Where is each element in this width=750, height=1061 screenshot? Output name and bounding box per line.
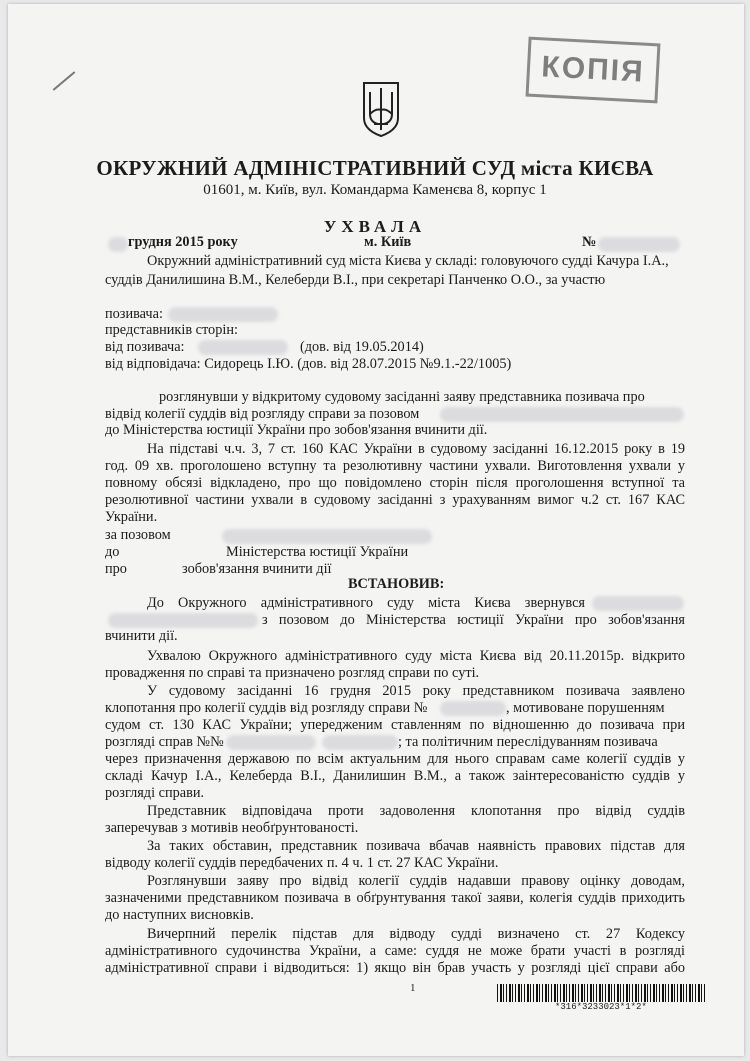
- text-line: Розглянувши заяву про відвід колегії суддів надавши правову оцінку доводам,: [147, 873, 685, 889]
- redaction: [168, 307, 278, 322]
- text-line: до Міністерства юстиції України про зобов'язання вчинити дії.: [105, 422, 488, 438]
- redaction: [198, 340, 288, 355]
- text-line: год. 09 хв. проголошено вступну та резолютивну частини ухвали. Виготовлення ухвали у: [105, 458, 685, 474]
- text-line: заперечував з мотивів необґрунтованості.: [105, 820, 359, 836]
- document-title: УХВАЛА: [323, 217, 427, 236]
- text-line: У судовому засіданні 16 грудня 2015 року представником позивача заявлено: [147, 683, 685, 699]
- text-line: Міністерства юстиції України: [226, 544, 409, 560]
- redaction: [108, 613, 258, 628]
- text-line: , мотивоване порушенням: [506, 700, 665, 716]
- text-line: з позовом до Міністерства юстиції України про зобов'язання: [262, 612, 685, 628]
- text-line: Ухвалою Окружного адміністративного суду міста Києва від 20.11.2015р. відкрито: [147, 648, 685, 664]
- redaction: [226, 735, 316, 750]
- barcode: [497, 984, 707, 1002]
- text-line: резолютивної частини ухвали в судовому засіданні з урахуванням вимог ч.2 ст. 167 КАС: [105, 492, 685, 508]
- section-heading: ВСТАНОВИВ:: [348, 576, 445, 592]
- text-line: вчинити дії.: [105, 628, 178, 644]
- trident-emblem-icon: [362, 80, 400, 138]
- redaction: [222, 529, 432, 544]
- text-line: До Окружного адміністративного суду міста Києва звернувся: [147, 595, 585, 611]
- text-line: За таких обставин, представник позивача вбачав наявність правових підстав для: [147, 838, 685, 854]
- text-line: суддів Данилишина В.М., Келеберди В.І., при секретарі Панченко О.О., за участю: [105, 272, 606, 288]
- text-line: провадження по справі та призначено розгляд справи по суті.: [105, 665, 480, 681]
- ruling-date: грудня 2015 року: [128, 234, 238, 250]
- court-name: ОКРУЖНИЙ АДМІНІСТРАТИВНИЙ СУД міста КИЄВА: [96, 156, 654, 180]
- text-line: адміністративного судочинства України, а саме: суддя не може брати участі в розгляді: [105, 943, 685, 959]
- redaction: [108, 237, 128, 252]
- text-line: до: [105, 544, 120, 560]
- text-line: розглянувши у відкритому судовому засіданні заяву представника позивача про: [159, 389, 645, 405]
- text-line: відводу колегії суддів передбачених п. 4 ч. 1 ст. 27 КАС України.: [105, 855, 499, 871]
- court-address: 01601, м. Київ, вул. Командарма Каменєва 8, корпус 1: [203, 182, 547, 198]
- text-line: Представник відповідача проти задоволення клопотання про відвід суддів: [147, 803, 685, 819]
- text-line: представників сторін:: [105, 322, 238, 338]
- text-line: до наступних висновків.: [105, 907, 254, 923]
- ruling-city: м. Київ: [364, 234, 412, 250]
- text-line: складі Качур І.А., Келеберда В.І., Данилишин В.М., а також заінтересованістю суддів у: [105, 768, 685, 784]
- text-line: адміністративної справи і відводиться: 1) якщо він брав участь у розгляді цієї справи або: [105, 960, 685, 976]
- text-line: На підставі ч.ч. 3, 7 ст. 160 КАС України в судовому засіданні 16.12.2015 року в 19: [147, 441, 685, 457]
- text-line: зазначеними представником позивача в обґрунтування такої заяви, колегія суддів приходить: [105, 890, 685, 906]
- copy-stamp: КОПІЯ: [526, 37, 661, 104]
- text-line: Окружний адміністративний суд міста Києва у складі: головуючого судді Качура І.А.,: [147, 253, 669, 269]
- text-line: ; та політичним переслідуванням позивача: [398, 734, 658, 750]
- text-line: розгляді справ №№: [105, 734, 224, 750]
- text-line: клопотання про колегії суддів від розгляду справи №: [105, 700, 428, 716]
- barcode-number: *316*3233023*1*2*: [555, 1002, 647, 1012]
- text-line: розгляді справи.: [105, 785, 205, 801]
- redaction: [440, 701, 506, 716]
- text-line: повному обсязі відкладено, про що повідомлено сторін після проголошення вступної та: [105, 475, 685, 491]
- redaction: [592, 596, 684, 611]
- text-line: через призначення державою по всім актуальним для нього справам саме колегії суддів у: [105, 751, 685, 767]
- text-line: позивача:: [105, 306, 163, 322]
- text-line: судом ст. 130 КАС України; упередженим ставленням по відношенню до позивача при: [105, 717, 685, 733]
- page-number: 1: [410, 982, 416, 994]
- text-line: від відповідача: Сидорець І.Ю. (дов. від 28.07.2015 №9.1.-22/1005): [105, 356, 512, 372]
- redaction: [322, 735, 398, 750]
- redaction: [598, 237, 680, 252]
- redaction: [440, 407, 684, 422]
- text-line: України.: [105, 509, 158, 525]
- text-line: за позовом: [105, 527, 171, 543]
- text-line: Вичерпний перелік підстав для відводу судді визначено ст. 27 Кодексу: [147, 926, 685, 942]
- text-line: (дов. від 19.05.2014): [300, 339, 424, 355]
- case-number-label: №: [582, 234, 597, 250]
- text-line: від позивача:: [105, 339, 185, 355]
- text-line: про: [105, 561, 127, 577]
- text-line: зобов'язання вчинити дії: [182, 561, 332, 577]
- text-line: відвід колегії суддів від розгляду справи за позовом: [105, 406, 420, 422]
